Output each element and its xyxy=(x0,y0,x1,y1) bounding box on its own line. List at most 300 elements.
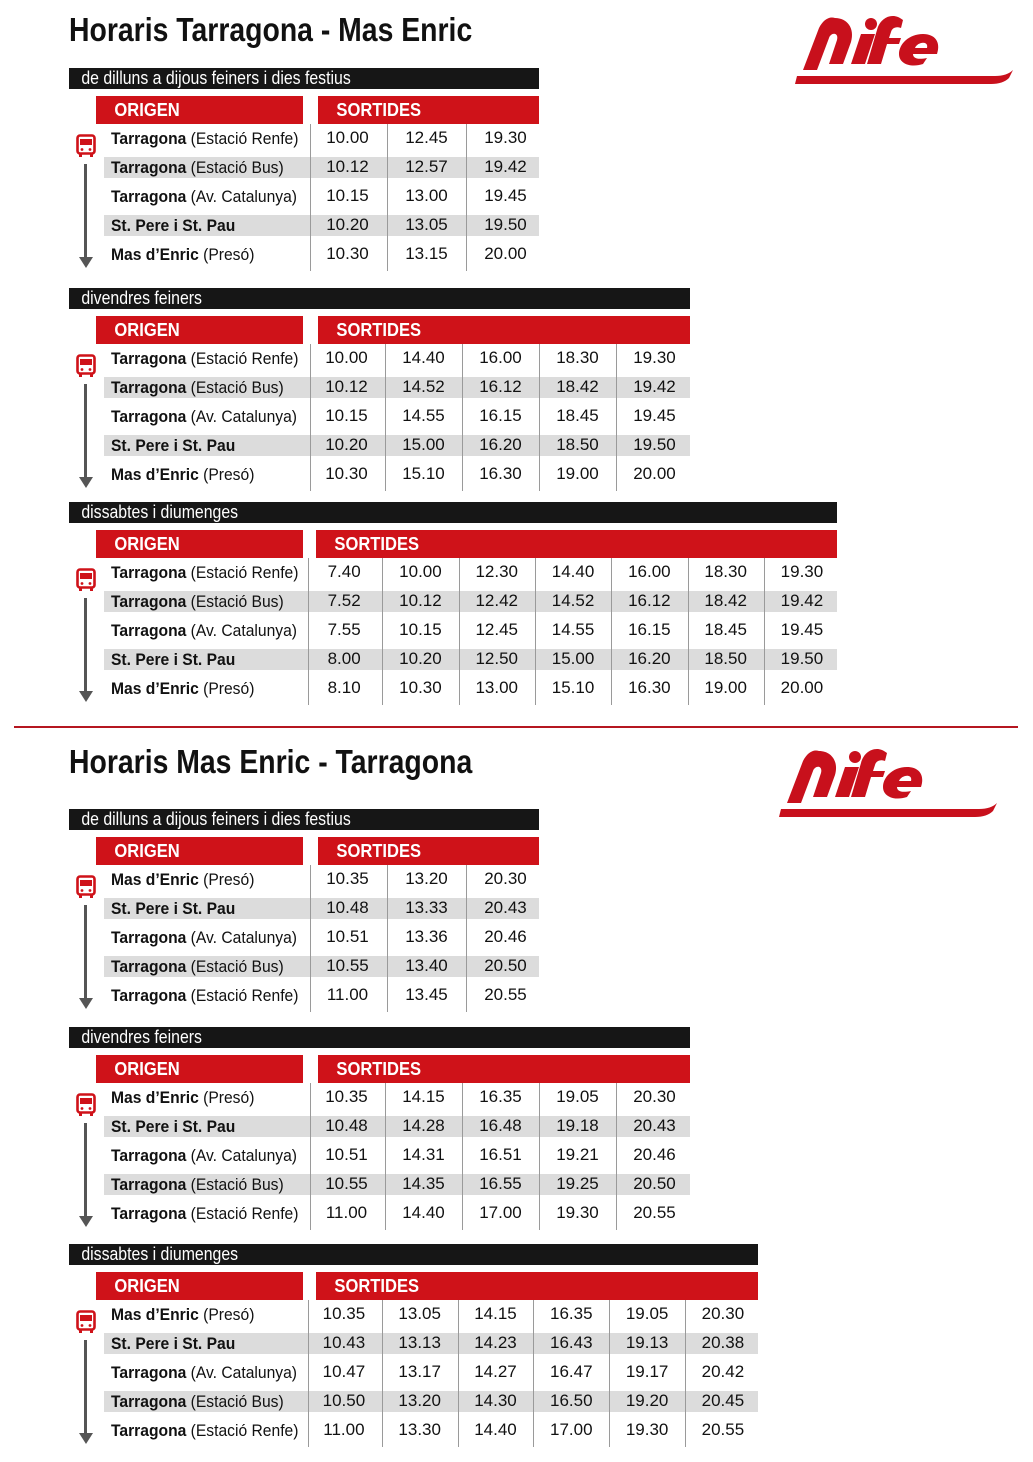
departures-header-label: SORTIDES xyxy=(334,534,420,554)
departure-time: 16.48 xyxy=(479,1116,522,1135)
bus-icon xyxy=(76,134,96,158)
departures-header xyxy=(318,96,539,124)
arrow-down-icon xyxy=(79,998,93,1009)
stop-name-main: Tarragona xyxy=(111,563,187,582)
departure-time: 15.00 xyxy=(551,649,595,668)
stop-name xyxy=(111,1199,298,1228)
departure-time: 20.45 xyxy=(701,1391,745,1410)
departure-time: 20.46 xyxy=(633,1145,676,1164)
departure-time: 20.55 xyxy=(701,1420,745,1439)
direction-line xyxy=(84,598,87,691)
departure-time: 12.42 xyxy=(475,591,519,610)
departure-time: 16.20 xyxy=(479,435,522,454)
departure-time: 16.30 xyxy=(628,678,671,697)
departures-header-label: SORTIDES xyxy=(336,320,422,340)
arrow-down-icon xyxy=(79,1433,93,1444)
origin-header-label: ORIGEN xyxy=(114,841,180,861)
stop-name-main: Tarragona xyxy=(111,187,187,206)
day-band xyxy=(69,809,539,830)
column-separator xyxy=(539,344,540,491)
departure-time: 14.23 xyxy=(474,1333,517,1352)
departure-time: 14.15 xyxy=(402,1087,445,1106)
column-separator xyxy=(385,1083,386,1230)
departure-time: 16.12 xyxy=(479,377,522,396)
origin-header-label: ORIGEN xyxy=(114,534,180,554)
departures-header xyxy=(318,316,690,344)
stop-name-main: Tarragona xyxy=(111,407,187,426)
departure-time: 20.50 xyxy=(633,1174,676,1193)
departure-time: 10.12 xyxy=(399,591,442,610)
departure-time: 13.00 xyxy=(405,186,448,205)
departure-time: 10.35 xyxy=(322,1304,366,1323)
column-separator xyxy=(310,865,311,1012)
stop-name-detail: (Estació Renfe) xyxy=(186,1204,299,1223)
departure-time: 14.40 xyxy=(402,1203,445,1222)
direction-line xyxy=(84,1123,87,1216)
departure-time: 14.52 xyxy=(402,377,445,396)
departure-time: 19.00 xyxy=(704,678,747,697)
column-separator xyxy=(685,1300,686,1447)
departure-time: 20.43 xyxy=(484,898,527,917)
stop-name xyxy=(111,923,297,952)
departure-time: 20.30 xyxy=(701,1304,745,1323)
day-label: de dilluns a dijous feiners i dies festius xyxy=(81,68,351,88)
stop-name xyxy=(111,1416,298,1445)
departure-time: 12.45 xyxy=(475,620,519,639)
departure-time: 10.55 xyxy=(326,956,369,975)
stop-name-detail: (Estació Renfe) xyxy=(186,349,299,368)
stop-name-detail: (Estació Renfe) xyxy=(186,129,299,148)
direction-line xyxy=(84,164,87,257)
departures-header-label: SORTIDES xyxy=(334,1276,420,1296)
stop-name-main: Tarragona xyxy=(111,1175,187,1194)
day-band xyxy=(69,1027,690,1048)
departure-time: 18.45 xyxy=(704,620,747,639)
column-separator xyxy=(462,1083,463,1230)
stop-name-main: Mas d’Enric xyxy=(111,465,199,484)
stop-name-main: St. Pere i St. Pau xyxy=(111,216,236,235)
stop-name-detail: (Av. Catalunya) xyxy=(186,187,298,206)
departure-time: 13.13 xyxy=(398,1333,441,1352)
departure-time: 13.15 xyxy=(405,244,448,263)
departure-time: 19.45 xyxy=(484,186,527,205)
stop-name-main: Tarragona xyxy=(111,1146,187,1165)
day-label: de dilluns a dijous feiners i dies festius xyxy=(81,809,351,829)
day-band xyxy=(69,502,837,523)
departure-time: 19.50 xyxy=(633,435,676,454)
departures-header xyxy=(318,1055,690,1083)
stop-name-main: Tarragona xyxy=(111,349,187,368)
day-label: divendres feiners xyxy=(81,1027,202,1047)
column-separator xyxy=(382,1300,383,1447)
stop-name-main: St. Pere i St. Pau xyxy=(111,899,236,918)
departure-time: 14.35 xyxy=(402,1174,445,1193)
stop-name xyxy=(111,240,254,269)
departure-time: 16.35 xyxy=(479,1087,522,1106)
stop-name-main: Tarragona xyxy=(111,1204,187,1223)
departure-time: 11.00 xyxy=(325,1203,368,1222)
origin-header-label: ORIGEN xyxy=(114,1059,180,1079)
day-label: dissabtes i diumenges xyxy=(81,1244,239,1264)
departure-time: 18.45 xyxy=(556,406,599,425)
departure-time: 16.00 xyxy=(479,348,522,367)
stop-name-main: Tarragona xyxy=(111,592,187,611)
departure-time: 20.55 xyxy=(484,985,527,1004)
page-title: Horaris Mas Enric - Tarragona xyxy=(69,743,473,780)
stop-name-detail: (Av. Catalunya) xyxy=(186,407,298,426)
origin-header xyxy=(96,530,303,558)
departure-time: 12.50 xyxy=(475,649,519,668)
departure-time: 19.21 xyxy=(556,1145,599,1164)
departure-time: 19.30 xyxy=(625,1420,669,1439)
stop-name xyxy=(111,153,284,182)
stop-name-main: Tarragona xyxy=(111,957,187,976)
departure-time: 19.13 xyxy=(625,1333,669,1352)
stop-name-detail: (Presó) xyxy=(198,245,255,264)
stop-name xyxy=(111,981,298,1010)
departure-time: 10.47 xyxy=(322,1362,366,1381)
departure-time: 19.42 xyxy=(780,591,824,610)
departure-time: 13.17 xyxy=(398,1362,441,1381)
stop-name xyxy=(111,1358,297,1387)
departure-time: 7.55 xyxy=(327,620,361,639)
departure-time: 11.00 xyxy=(323,1420,365,1439)
stop-name xyxy=(111,1083,254,1112)
origin-header-label: ORIGEN xyxy=(114,1276,180,1296)
departure-time: 18.42 xyxy=(704,591,747,610)
origin-header xyxy=(96,96,303,124)
departure-time: 19.05 xyxy=(556,1087,599,1106)
departure-time: 19.17 xyxy=(625,1362,669,1381)
hife-logo xyxy=(779,745,1004,819)
origin-header-label: ORIGEN xyxy=(114,320,180,340)
stop-name-main: Tarragona xyxy=(111,1421,187,1440)
departure-time: 16.50 xyxy=(550,1391,593,1410)
departure-time: 10.00 xyxy=(399,562,442,581)
departure-time: 13.36 xyxy=(405,927,448,946)
departure-time: 13.05 xyxy=(398,1304,441,1323)
departure-time: 19.42 xyxy=(633,377,676,396)
departure-time: 10.51 xyxy=(325,1145,368,1164)
departure-time: 16.20 xyxy=(628,649,671,668)
stop-name xyxy=(111,645,235,674)
departure-time: 14.40 xyxy=(402,348,445,367)
stop-name-main: Tarragona xyxy=(111,129,187,148)
departure-time: 10.30 xyxy=(399,678,442,697)
departure-time: 18.30 xyxy=(556,348,599,367)
stop-name-main: St. Pere i St. Pau xyxy=(111,1117,236,1136)
column-separator xyxy=(308,558,309,705)
departure-time: 14.28 xyxy=(402,1116,445,1135)
departure-time: 10.43 xyxy=(322,1333,366,1352)
departure-time: 13.30 xyxy=(398,1420,441,1439)
stop-name xyxy=(111,616,297,645)
stop-name xyxy=(111,558,298,587)
departure-time: 19.50 xyxy=(780,649,824,668)
column-separator xyxy=(387,865,388,1012)
departure-time: 16.30 xyxy=(479,464,522,483)
departure-time: 16.43 xyxy=(550,1333,593,1352)
departure-time: 17.00 xyxy=(479,1203,522,1222)
column-separator xyxy=(533,1300,534,1447)
departure-time: 10.12 xyxy=(326,157,369,176)
departure-time: 14.27 xyxy=(474,1362,517,1381)
stop-name-detail: (Presó) xyxy=(198,1305,255,1324)
stop-name-detail: (Estació Bus) xyxy=(186,1175,284,1194)
departure-time: 16.35 xyxy=(550,1304,593,1323)
column-separator xyxy=(466,865,467,1012)
departure-time: 16.15 xyxy=(479,406,522,425)
departure-time: 19.30 xyxy=(633,348,676,367)
stop-name-main: Mas d’Enric xyxy=(111,870,199,889)
page-title: Horaris Tarragona - Mas Enric xyxy=(69,11,473,48)
hife-logo xyxy=(795,12,1020,86)
column-separator xyxy=(616,344,617,491)
departure-time: 15.10 xyxy=(551,678,595,697)
departure-time: 19.05 xyxy=(625,1304,669,1323)
departure-time: 14.30 xyxy=(474,1391,517,1410)
departure-time: 13.20 xyxy=(405,869,448,888)
stop-name-detail: (Estació Bus) xyxy=(186,592,284,611)
departure-time: 14.31 xyxy=(402,1145,445,1164)
departure-time: 14.55 xyxy=(551,620,595,639)
stop-name xyxy=(111,182,297,211)
departure-time: 10.30 xyxy=(326,244,369,263)
departure-time: 13.00 xyxy=(475,678,519,697)
departure-time: 19.30 xyxy=(556,1203,599,1222)
departure-time: 14.40 xyxy=(474,1420,517,1439)
departure-time: 20.43 xyxy=(633,1116,676,1135)
departure-time: 13.40 xyxy=(405,956,448,975)
stop-name-detail: (Av. Catalunya) xyxy=(186,1363,298,1382)
stop-name xyxy=(111,344,298,373)
bus-icon xyxy=(76,875,96,899)
column-separator xyxy=(385,344,386,491)
departure-time: 20.42 xyxy=(701,1362,745,1381)
departures-header xyxy=(316,1272,758,1300)
day-band xyxy=(69,288,690,309)
column-separator xyxy=(310,1083,311,1230)
departures-header xyxy=(316,530,837,558)
departure-time: 10.30 xyxy=(325,464,368,483)
departures-header-label: SORTIDES xyxy=(336,841,422,861)
departure-time: 13.33 xyxy=(405,898,448,917)
stop-name-detail: (Estació Renfe) xyxy=(186,986,299,1005)
departure-time: 10.50 xyxy=(322,1391,366,1410)
day-label: divendres feiners xyxy=(81,288,202,308)
departure-time: 17.00 xyxy=(550,1420,593,1439)
origin-header xyxy=(96,316,303,344)
stop-name xyxy=(111,1112,235,1141)
departure-time: 20.30 xyxy=(484,869,527,888)
departure-time: 7.52 xyxy=(327,591,361,610)
departure-time: 20.30 xyxy=(633,1087,676,1106)
departure-time: 13.05 xyxy=(405,215,448,234)
stop-name-main: Tarragona xyxy=(111,621,187,640)
departure-time: 20.46 xyxy=(484,927,527,946)
origin-header-label: ORIGEN xyxy=(114,100,180,120)
departure-time: 10.15 xyxy=(325,406,368,425)
departure-time: 19.18 xyxy=(556,1116,599,1135)
departures-header xyxy=(318,837,539,865)
departure-time: 8.00 xyxy=(327,649,361,668)
column-separator xyxy=(688,558,689,705)
departure-time: 14.55 xyxy=(402,406,445,425)
stop-name xyxy=(111,1329,235,1358)
stop-name-main: Mas d’Enric xyxy=(111,679,199,698)
direction-line xyxy=(84,905,87,998)
stop-name-main: St. Pere i St. Pau xyxy=(111,650,236,669)
departures-header-label: SORTIDES xyxy=(336,1059,422,1079)
departure-time: 19.20 xyxy=(625,1391,669,1410)
departure-time: 20.00 xyxy=(780,678,824,697)
departure-time: 10.12 xyxy=(325,377,368,396)
departure-time: 18.42 xyxy=(556,377,599,396)
stop-name-main: Mas d’Enric xyxy=(111,245,199,264)
departure-time: 11.00 xyxy=(326,985,369,1004)
stop-name-main: Tarragona xyxy=(111,928,187,947)
departure-time: 14.40 xyxy=(551,562,595,581)
stop-name-detail: (Av. Catalunya) xyxy=(186,621,298,640)
column-separator xyxy=(539,1083,540,1230)
departure-time: 12.45 xyxy=(405,128,448,147)
stop-name-main: Tarragona xyxy=(111,1392,187,1411)
departure-time: 19.25 xyxy=(556,1174,599,1193)
column-separator xyxy=(387,124,388,271)
departure-time: 8.10 xyxy=(327,678,361,697)
departure-time: 15.00 xyxy=(402,435,445,454)
arrow-down-icon xyxy=(79,691,93,702)
stop-name-detail: (Av. Catalunya) xyxy=(186,1146,298,1165)
stop-name-detail: (Estació Bus) xyxy=(186,158,284,177)
departure-time: 10.15 xyxy=(326,186,369,205)
arrow-down-icon xyxy=(79,477,93,488)
departure-time: 19.30 xyxy=(484,128,527,147)
stop-name-detail: (Estació Renfe) xyxy=(186,563,299,582)
departure-time: 19.42 xyxy=(484,157,527,176)
column-separator xyxy=(535,558,536,705)
stop-name-main: St. Pere i St. Pau xyxy=(111,436,236,455)
column-separator xyxy=(382,558,383,705)
bus-icon xyxy=(76,568,96,592)
departure-time: 20.55 xyxy=(633,1203,676,1222)
stop-name xyxy=(111,952,284,981)
departure-time: 10.48 xyxy=(326,898,369,917)
column-separator xyxy=(611,558,612,705)
departure-time: 16.12 xyxy=(628,591,671,610)
bus-icon xyxy=(76,1093,96,1117)
departure-time: 12.57 xyxy=(405,157,448,176)
departure-time: 16.00 xyxy=(628,562,671,581)
stop-name xyxy=(111,211,235,240)
departure-time: 10.48 xyxy=(325,1116,368,1135)
column-separator xyxy=(466,124,467,271)
departure-time: 16.15 xyxy=(628,620,671,639)
departure-time: 10.35 xyxy=(326,869,369,888)
stop-name-main: Tarragona xyxy=(111,158,187,177)
column-separator xyxy=(764,558,765,705)
departure-time: 13.20 xyxy=(398,1391,441,1410)
column-separator xyxy=(310,344,311,491)
stop-name-main: Tarragona xyxy=(111,986,187,1005)
day-band xyxy=(69,1244,758,1265)
departure-time: 20.00 xyxy=(633,464,676,483)
day-band xyxy=(69,68,539,89)
departure-time: 10.00 xyxy=(325,348,368,367)
stop-name-main: Mas d’Enric xyxy=(111,1088,199,1107)
stop-name-detail: (Estació Bus) xyxy=(186,957,284,976)
stop-name xyxy=(111,865,254,894)
departure-time: 16.55 xyxy=(479,1174,522,1193)
stop-name xyxy=(111,674,254,703)
direction-line xyxy=(84,1340,87,1433)
departure-time: 20.00 xyxy=(484,244,527,263)
origin-header xyxy=(96,1272,303,1300)
departure-time: 10.51 xyxy=(326,927,369,946)
departure-time: 7.40 xyxy=(327,562,361,581)
departure-time: 10.20 xyxy=(326,215,369,234)
stop-name xyxy=(111,894,235,923)
column-separator xyxy=(310,124,311,271)
section-divider xyxy=(14,726,1018,728)
column-separator xyxy=(459,558,460,705)
day-label: dissabtes i diumenges xyxy=(81,502,239,522)
departure-time: 18.50 xyxy=(556,435,599,454)
stop-name xyxy=(111,1387,284,1416)
arrow-down-icon xyxy=(79,1216,93,1227)
stop-name-detail: (Estació Renfe) xyxy=(186,1421,299,1440)
departure-time: 19.00 xyxy=(556,464,599,483)
departure-time: 12.30 xyxy=(475,562,519,581)
stop-name xyxy=(111,431,235,460)
stop-name xyxy=(111,1170,284,1199)
origin-header xyxy=(96,1055,303,1083)
departure-time: 10.00 xyxy=(326,128,369,147)
arrow-down-icon xyxy=(79,257,93,268)
departure-time: 16.47 xyxy=(550,1362,593,1381)
departure-time: 20.50 xyxy=(484,956,527,975)
column-separator xyxy=(462,344,463,491)
stop-name-main: Mas d’Enric xyxy=(111,1305,199,1324)
departure-time: 10.20 xyxy=(325,435,368,454)
stop-name xyxy=(111,1300,254,1329)
stop-name-detail: (Presó) xyxy=(198,870,255,889)
stop-name xyxy=(111,124,298,153)
departure-time: 19.45 xyxy=(633,406,676,425)
stop-name-detail: (Presó) xyxy=(198,679,255,698)
stop-name xyxy=(111,402,297,431)
column-separator xyxy=(616,1083,617,1230)
stop-name-detail: (Presó) xyxy=(198,465,255,484)
departure-time: 10.20 xyxy=(399,649,442,668)
stop-name-detail: (Estació Bus) xyxy=(186,378,284,397)
departure-time: 14.52 xyxy=(551,591,595,610)
stop-name-main: Tarragona xyxy=(111,378,187,397)
departure-time: 15.10 xyxy=(402,464,445,483)
departure-time: 19.30 xyxy=(780,562,824,581)
stop-name xyxy=(111,460,254,489)
origin-header xyxy=(96,837,303,865)
stop-name xyxy=(111,373,284,402)
departure-time: 10.55 xyxy=(325,1174,368,1193)
stop-name xyxy=(111,587,284,616)
departure-time: 20.38 xyxy=(701,1333,745,1352)
departure-time: 10.15 xyxy=(399,620,442,639)
column-separator xyxy=(308,1300,309,1447)
column-separator xyxy=(609,1300,610,1447)
departure-time: 19.50 xyxy=(484,215,527,234)
direction-line xyxy=(84,384,87,477)
